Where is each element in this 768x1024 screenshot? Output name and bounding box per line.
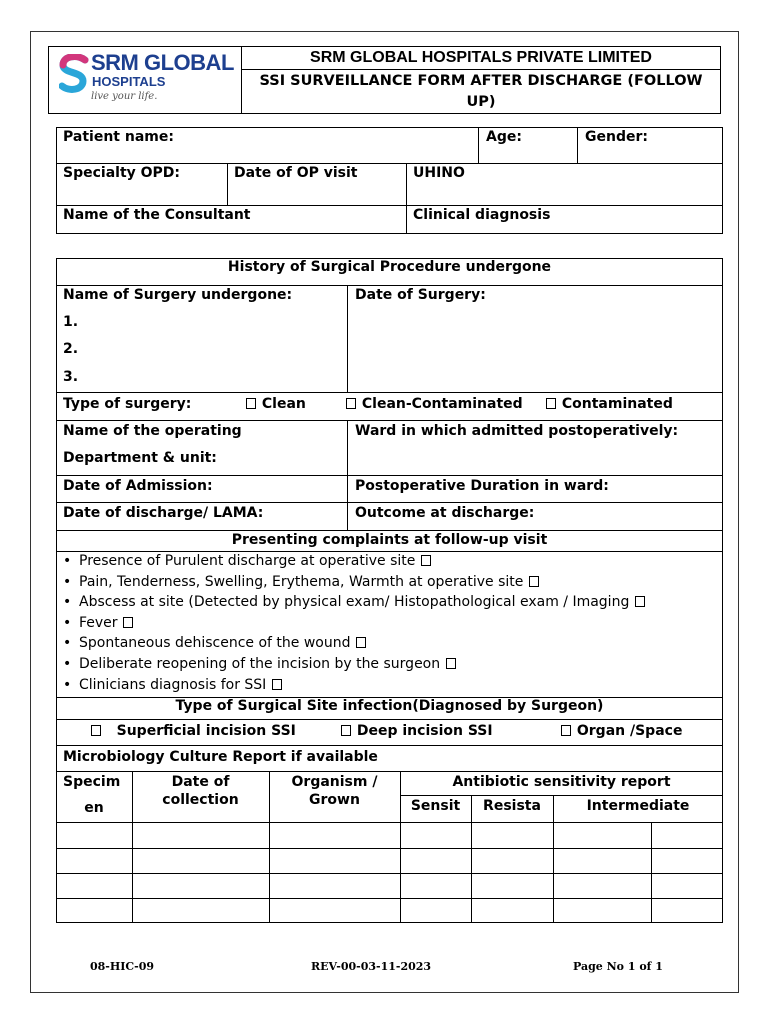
complaint-item: • Deliberate reopening of the incision by the surgeon [63,654,646,675]
surgery-number-3: 3. [63,369,79,385]
complaint-item: • Pain, Tenderness, Swelling, Erythema, Warmth at operative site [63,572,646,593]
specialty-opd-label: Specialty OPD: [63,165,181,181]
complaint-item: • Fever [63,613,646,634]
surgery-number-2: 2. [63,341,79,357]
ssi-deep-option[interactable] [340,723,493,739]
footer-doc-code: 08-HIC-09 [90,960,155,973]
organ-checkbox[interactable] [561,725,571,736]
superficial-checkbox[interactable] [91,725,101,736]
discharge-date-label: Date of discharge/ LAMA: [63,505,264,521]
clean-contaminated-option-label: Clean-Contaminated [361,396,523,412]
complaint-checkbox[interactable] [529,576,539,587]
org-name: SRM GLOBAL HOSPITALS PRIVATE LIMITED [310,49,652,66]
surgery-name-label: Name of Surgery undergone: [63,287,293,303]
footer-page-number: Page No 1 of 1 [573,960,663,973]
complaint-checkbox[interactable] [635,596,645,607]
clinical-diagnosis-label: Clinical diagnosis [413,207,551,223]
patient-name-label: Patient name: [63,129,174,145]
col-organism-2: Grown [309,792,360,808]
surgery-number-1: 1. [63,314,79,330]
outcome-label: Outcome at discharge: [355,505,535,521]
surgery-history-title: History of Surgical Procedure undergone [227,259,552,275]
admission-date-label: Date of Admission: [63,478,213,494]
ssi-type-title: Type of Surgical Site infection(Diagnosed by Surgeon) [175,698,604,714]
ssi-organ-option[interactable] [560,723,682,739]
ssi-superficial-option[interactable] [90,723,296,739]
col-resistant: Resista [483,798,541,814]
consultant-label: Name of the Consultant [63,207,251,223]
complaint-checkbox[interactable] [272,679,282,690]
col-specimen-1: Specim [63,774,121,790]
clean-contaminated-checkbox[interactable] [346,398,356,409]
operating-dept-label-line2: Department & unit: [63,450,217,466]
complaint-checkbox[interactable] [446,658,456,669]
superficial-label: Superficial incision SSI [116,723,296,739]
col-date-1: Date of [171,774,230,790]
deep-checkbox[interactable] [341,725,351,736]
complaints-list [63,551,646,695]
col-antibiotic-report: Antibiotic sensitivity report [452,774,671,790]
complaint-checkbox[interactable] [421,555,431,566]
surgery-date-label: Date of Surgery: [355,287,486,303]
logo-s-mark-icon [59,54,89,94]
logo-tagline: live your life. [91,91,158,102]
col-date-2: collection [162,792,239,808]
surgery-type-clean-contaminated[interactable] [345,396,523,412]
complaint-item: • Abscess at site (Detected by physical exam/ Histopathological exam / Imaging [63,592,646,613]
complaint-item: • Presence of Purulent discharge at operative site [63,551,646,572]
postop-duration-label: Postoperative Duration in ward: [355,478,609,494]
surgery-type-label: Type of surgery: [63,396,192,412]
col-sensitive: Sensit [410,798,461,814]
ward-postop-label: Ward in which admitted postoperatively: [355,423,679,439]
organ-label: Organ /Space [576,723,683,739]
deep-label: Deep incision SSI [356,723,493,739]
clean-option-label: Clean [261,396,306,412]
micro-title: Microbiology Culture Report if available [63,749,378,765]
footer-revision: REV-00-03-11-2023 [311,960,432,973]
complaint-checkbox[interactable] [356,637,366,648]
operating-dept-label-line1: Name of the operating [63,423,242,439]
age-label: Age: [486,129,522,145]
complaint-checkbox[interactable] [123,617,133,628]
logo-brand-top: SRM GLOBAL [91,50,234,75]
surgery-type-clean[interactable] [245,396,306,412]
contaminated-option-label: Contaminated [561,396,673,412]
complaints-title: Presenting complaints at follow-up visit [231,532,548,548]
complaint-item: • Spontaneous dehiscence of the wound [63,633,646,654]
col-intermediate: Intermediate [586,798,690,814]
clean-checkbox[interactable] [246,398,256,409]
date-op-visit-label: Date of OP visit [234,165,358,181]
uhino-label: UHINO [413,165,465,181]
surgery-type-contaminated[interactable] [545,396,673,412]
complaint-item: • Clinicians diagnosis for SSI [63,675,646,696]
contaminated-checkbox[interactable] [546,398,556,409]
logo-brand-bottom: HOSPITALS [92,74,166,89]
gender-label: Gender: [585,129,648,145]
form-title: SSI SURVEILLANCE FORM AFTER DISCHARGE (FOLLOW UP) [259,73,703,110]
hospital-logo [57,52,239,108]
col-organism-1: Organism / [291,774,378,790]
col-specimen-2: en [84,800,104,816]
